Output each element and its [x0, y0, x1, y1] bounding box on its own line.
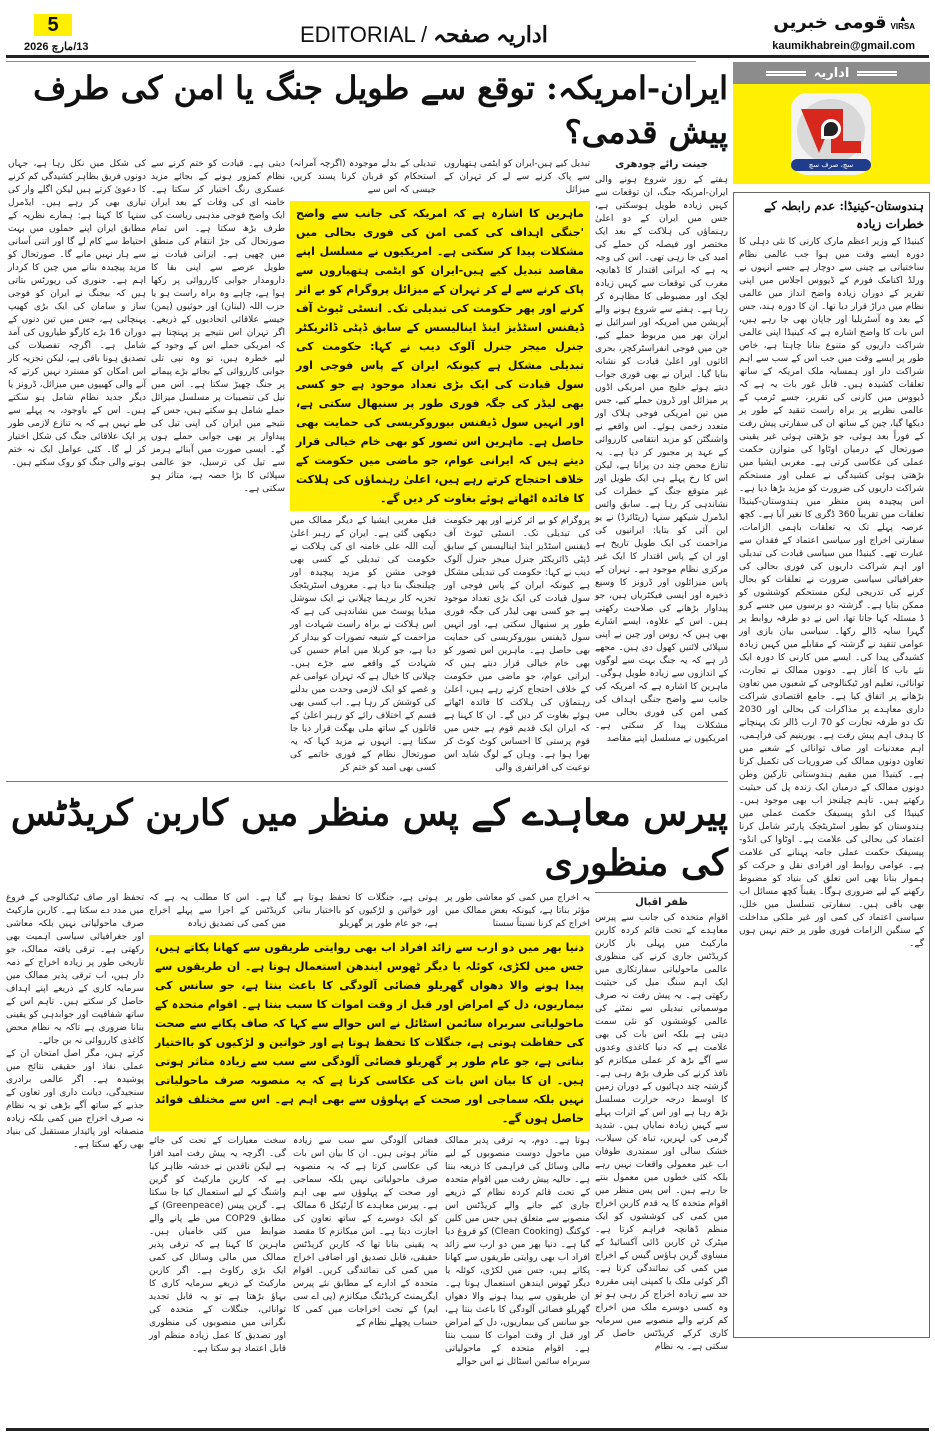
brand-mark-icon: ▲ [898, 13, 907, 23]
page-number: 5 [34, 14, 72, 36]
pen-logo-icon [791, 93, 871, 175]
sidebar-header-label: اداریہ [813, 65, 850, 81]
article2-column-text: اقوام متحدہ کی جانب سے پیرس معاہدے کے تحت قائم کردہ کاربن مارکیٹ میں پہلی بار کاربن کریڈٹس جاری کرنے کی منظوری عالمی ماحولیاتی سفارتکاری میں ایک اہم سنگ میل کی حیثیت رکھتی ہے۔ یہ پیش رفت نہ صرف موسمیاتی تبدیلی سے نمٹنے کی عالمی کوششوں کو نئی سمت دیتی ہے بلکہ اس بات کی بھی علامت ہے کہ دنیا کاغذی وعدوں سے آگے بڑھ کر عملی میکانزم کو نافذ کرنے کی طرف بڑھ رہی ہے۔ گزشتہ چند دہائیوں کے دوران زمین کا اوسط درجہ حرارت مسلسل بڑھ رہا ہے اور اس کے اثرات پہلے سے کہیں زیادہ نمایاں ہیں۔ شدید گرمی کی لہریں، تباہ کن سیلاب، خشک سالی اور سمندری طوفان اب غیر معمولی واقعات نہیں رہے بلکہ کئی خطوں میں معمول بنتے جا رہے ہیں۔ اس پس منظر میں اقوام متحدہ کا یہ قدم کاربن اخراج میں کمی کی کوششوں کو ایک منظم ڈھانچہ فراہم کرتا ہے۔ میٹرک ٹن کاربن ڈائی آکسائیڈ کے مساوی گرین ہاؤس گیس کے اخراج میں کمی کی نمائندگی کرتا ہے۔ اگر کوئی ملک یا کمپنی اپنی مقررہ حد سے زیادہ اخراج کر رہی ہو تو وہ کسی دوسرے ملک میں اخراج کم کرنے والے منصوبے میں سرمایہ کاری کرکے کریڈٹس حاصل کر سکتی ہے۔ یہ نظام [595, 913, 728, 1352]
article2-column-5-text: تحفظ اور صاف ٹیکنالوجی کے فروغ میں مدد دے سکتا ہے۔ کاربن مارکیٹ صرف ماحولیاتی نہیں بلکہ معاشی اور جغرافیائی سیاسی اہمیت بھی رکھتی ہے۔ ترقی یافتہ ممالک، جو تاریخی طور پر زیادہ اخراج کے ذمہ دار ہیں، اب ترقی پذیر ممالک میں سرمایہ کاری کے ذریعے اپنے اہداف حاصل کر سکتے ہیں۔ تاہم اس کے ساتھ شفافیت اور جوابدہی کو یقینی بنانا ضروری ہے تاکہ یہ نظام محض کاغذی کارروائی نہ بن جائے۔ [6, 893, 144, 1046]
brand-mark [891, 15, 915, 31]
editorial-title: ہندوستان-کینیڈا: عدم رابطہ کے خطرات زیادہ [763, 199, 924, 231]
brand-mark-text: VIRSA [890, 21, 915, 31]
article2-column-5 [6, 892, 144, 1152]
article2-column-3: فضائی آلودگی سے سب سے زیادہ متاثر ہوتی ہیں۔ ان کا بیان اس بات کی عکاسی کرتا ہے کہ یہ منصوبہ صرف ماحولیاتی نہیں بلکہ سماجی اور صحت کے پہلوؤں سے بھی اہم ہے۔ پیرس معاہدے کا آرٹیکل 6 ممالک کو ایک دوسرے کے ساتھ تعاون کی اجازت دیتا ہے۔ اس میکانزم کا مقصد یہ یقینی بنانا تھا کہ کاربن کریڈٹس حقیقی، قابل تصدیق اور اضافی اخراج میں کمی کی نمائندگی کریں۔ اقوام متحدہ کے ادارے کے مطابق نئے پیرس ایگریمنٹ کریڈٹنگ میکانزم (پی اے سی ایم) کے تحت اخراجات میں کمی کا حساب پچھلے نظام کے [293, 1136, 438, 1328]
fountain-pen-icon [821, 119, 841, 139]
article2-middle-top [149, 892, 590, 931]
issue-date: 13/مارچ 2026 [24, 41, 89, 53]
article1-column-5: کی شکل میں نکل رہا ہے، جہاں دونوں فریق بظاہر کشیدگی کم کرنے کا دعویٰ کرتے ہیں لیکن اگلے وار کی تیاری بھی کر رہے ہیں۔ ایڈمرل سنہا کا کہنا ہے: ہمارے نظریہ کے مطابق ایران اپنے حملوں میں بہت احتیاط سے کام لے گا اور اتنی آسانی سے ہار نہیں مانے گا۔ صورتحال کو مزید پیچیدہ بنانے میں چین کا کردار اہم ہے۔ جنوری کی رپورٹس بتاتی ہیں کہ بیجنگ نے ایران کو فوجی ساز و سامان کی ایک بڑی کھیپ پہنچائی ہے، جس میں تین دنوں کے دوران 16 بڑے کارگو طیاروں کی آمد شامل ہے۔ اگرچہ تفصیلات کی تصدیق ہونا باقی ہے، لیکن تجزیہ کار اس امکان کو مسترد نہیں کرتے کہ آنے والی کھیپوں میں میزائل، ڈرونز یا دیگر جدید نظام شامل ہو سکتے ہیں۔ اس کے باوجود، یہ پہلے سے طے نہیں ہے کہ یہ تنازع لازمی طور پر ایک علاقائی جنگ کی شکل اختیار کر لے گا۔ کئی عوامل ایک نہ ختم ہونے والی جنگ کو روک سکتے ہیں۔ [8, 159, 146, 468]
editorial-body: کینیڈا کے وزیر اعظم مارک کارنی کا نئی دہلی کا دورہ ایسے وقت میں ہوا جب عالمی نظام ساختیاتی بے چینی سے دوچار ہے جسے انہوں نے ورلڈ اکنامک فورم کے ڈیووس اجلاس میں اپنی تقریر کے دوران زیادہ واضح انداز میں عالمی نظام میں دراڑ قرار دیا تھا۔ ان کا دورہ ہند، جس کے بعد وہ آسٹریلیا اور جاپان بھی جا رہے ہیں، اس بات کا واضح اشارہ ہے کہ کینیڈا اپنی عالمی شراکت داریوں کو متنوع بنانا چاہتا ہے، خاص طور پر ایسے وقت میں جب اس کے سب سے اہم شراکت دار اور ہمسایہ ملک امریکہ کے ساتھ تعلقات کشیدہ ہیں۔ قابل غور بات یہ ہے کہ ڈیووس میں کارنی کی تقریر، جسے ٹرمپ کے عالمی نظریے پر براہ راست تنقید کے طور پر دیکھا گیا، چین کے ساتھ ان کی سفارتی پیش رفت کے فوراً بعد ہوئی، جو بڑھتی ہوئی غیر یقینی صورتحال کے درمیان اوٹاوا کی متوازن حکمت عملی کی عکاسی کرتی ہے۔ مغربی ایشیا میں بڑھتی ہوئی کشیدگی نے عملی اور مستحکم شراکت داریوں کی ضرورت کو مزید بڑھا دیا ہے۔ اس پیچیدہ پس منظر میں ہندوستان-کینیڈا تعلقات میں تقریباً 360 ڈگری کا تغیر آیا ہے۔ کچھ عرصہ پہلے تک یہ تعلقات باہمی الزامات، سفارتی اخراج اور سیاسی اعتماد کے فقدان سے عبارت تھے۔ کینیڈا میں سیاسی قیادت کی تبدیلی اور اہم شراکت داریوں کی فوری بحالی کی جغرافیائی سیاسی ضرورت نے تعلقات کو بحال کرنے کی تدریجی لیکن مستحکم کوششوں کو ممکن بنایا ہے۔ گزشتہ دو برسوں میں جسے کرو ڈ مسئلہ کہا جاتا تھا، اس نے دو طرفہ روابط پر گہرا سایہ ڈالے رکھا۔ سیاسی بیان بازی اور عوامی تنقید نے گزشتہ کے مقابلے میں کہیں زیادہ کشیدگی پیدا کی۔ ایسے میں کارنی کا دورہ ایک نئے باب کا آغاز ہے۔ دونوں ممالک نے تجارت، توانائی، تعلیم اور ٹیکنالوجی کے شعبوں میں تعاون بڑھانے پر اتفاق کیا ہے۔ جامع اقتصادی شراکت داری معاہدے پر مذاکرات کی بحالی اور 2030 تک دو طرفہ تجارت کو 70 ارب ڈالر تک پہنچانے کا ہدف اہم پیش رفت ہے۔ یورینیم کی فراہمی، اہم معدنیات اور صاف توانائی کے شعبے میں تعاون دونوں ممالک کی ضروریات کی تکمیل کرتا ہے۔ کینیڈا میں مقیم ہندوستانی تارکین وطن دونوں ممالک کے درمیان ایک زندہ پل کی حیثیت رکھتے ہیں۔ تاہم چیلنجز اب بھی موجود ہیں۔ کینیڈا کی انڈو پیسیفک حکمت عملی میں ہندوستان کو بطور اسٹریٹجک پارٹنر شامل کرنا اعتماد کی بحالی کی علامت ہے۔ اوٹاوا کی انڈو-پیسیفک حکمت عملی جامہ پہنانے کی علامت ہے۔ عوامی روابط اور افرادی نقل و حرکت کو ہموار بنانا بھی اس تعلق کی بنیاد کو مضبوط رکھنے کے لیے ضروری ہوگا۔ یقیناً کچھ مسائل اب بھی باقی ہیں۔ سفارتی تسلسل میں خلل، سیاسی اعتماد کی کمی اور غیر ملکی مداخلت کے سنگین الزامات فوری طور پر ختم نہیں ہوں گے۔ [739, 237, 924, 949]
footer-rule [6, 1428, 929, 1431]
article1-body [6, 158, 728, 775]
article2-column-4-top: گیا ہے۔ اس کا مطلب یہ ہے کہ کریڈٹس کے اجرا سے پہلے اخراج میں کمی کی تصدیق زیادہ [149, 893, 286, 929]
article1-column-3: قبل مغربی ایشیا کے دیگر ممالک میں دیکھی گئی ہے۔ ایران کے رہبر اعلیٰ آیت اللہ علی خامنہ ای کی ہلاکت نے حکومت کی تبدیلی کے کسی بھی فوجی مشن کو مزید پیچیدہ اور چیلنجنگ بنا دیا ہے۔ معروف اسٹریٹجک تجزیہ کار برہما چیلانی نے ایک سوشل میڈیا پوسٹ میں نشاندہی کی ہے کہ اس ہلاکت نے براہ راست شہادت اور مزاحمت کے شیعہ تصورات کو بیدار کر دیا ہے، جو کربلا میں امام حسین کی شہادت کے واقعے سے جڑے ہیں۔ چیلانی کا خیال ہے کہ تہران عوامی غم و غصے کو ایک لازمی وحدت میں بدلنے کی کوشش کر رہا ہے۔ اب کسی بھی قسم کے اختلاف رائے کو رہبر اعلیٰ کے قاتلوں کے ساتھ ملی بھگت قرار دیا جا سکتا ہے۔ انہوں نے مزید کہا کہ یہ صورتحال نظام کے فوری خاتمے کی کسی بھی امید کو ختم کر [290, 516, 436, 773]
article2-middle [149, 892, 590, 1369]
headline-rule [6, 61, 696, 62]
article1-middle-bottom [290, 515, 590, 775]
decorative-lines [857, 71, 897, 76]
article2-column-2-top: یہ اخراج میں کمی کو معاشی طور پر مؤثر بناتا ہے، کیونکہ بعض ممالک میں اخراج کم کرنا نسبتاً سستا [445, 893, 590, 929]
article-divider [6, 781, 728, 782]
editorial-article [733, 192, 930, 1338]
section-title-ur: اداریہ صفحہ [433, 22, 548, 47]
article1-middle [290, 158, 590, 775]
article1-column-4: دیتی ہے۔ قیادت کو ختم کرنے سے نظام کمزور ہونے کے بجائے مزید عسکری رنگ اختیار کر سکتا ہے۔ خامنہ ای کی وفات کے بعد ایران ایک واضح فوجی مذہبی ریاست کی طرف بڑھ سکتا ہے۔ اس تمام صورتحال کی جڑ انتقام کی منطق میں چھپی ہے۔ ایرانی قیادت نے طویل عرصے سے اپنی بقا کا دارومدار جوابی کارروائی پر رکھا ہوا ہے، چاہے وہ براہ راست ہو یا حزب اللہ (لبنان) اور حوثیوں (یمن) جیسے علاقائی اتحادیوں کے ذریعے۔ اگر تہران اس نتیجے پر پہنچتا ہے کہ امریکی حملے اس کے وجود کے لیے خطرہ ہیں، تو وہ نپی تلی جوابی کارروائی کے بجائے بڑے پیمانے پر جنگ چھیڑ سکتا ہے۔ اس میں تیل کی تنصیبات پر مسلسل میزائل حملے شامل ہو سکتے ہیں، جس کے نتیجے میں ایران کی اپنی تیل کی پیداوار پر بھی جوابی حملے ہوں گے۔ ایسی صورت میں آبنائے ہرمز سے تیل کی ترسیل، جو عالمی سپلائی کا بڑا حصہ ہے، متاثر ہو سکتی ہے۔ [151, 159, 285, 494]
logo-tagline: سچ، صرف سچ [791, 159, 871, 171]
section-title [300, 22, 548, 48]
article1-column-1 [595, 158, 728, 746]
article2-author: ظفر اقبال [635, 897, 688, 908]
article2-headline: پیرس معاہدے کے پس منظر میں کاربن کریڈٹس کی منظوری [10, 792, 728, 884]
article2-body [6, 892, 728, 1369]
article2-column-3-top: ہوتی ہے، جنگلات کا تحفظ ہوتا ہے اور خواتین و لڑکیوں کو بااختیار بناتی ہے، جو عام طور پر گھریلو [293, 893, 438, 929]
newspaper-logo [773, 12, 915, 33]
article2-column-1 [595, 892, 728, 1354]
contact-email[interactable]: kaumikhabrein@gmail.com [772, 40, 915, 52]
main-content [6, 66, 728, 1369]
article2-column-5-end: کرتے ہیں، مگر اصل امتحان ان کے عملی نفاذ اور حقیقی نتائج میں پوشیدہ ہے۔ اگر عالمی برادری سنجیدگی، دیانت داری اور تعاون کے جذبے کے ساتھ آگے بڑھی تو یہ نظام نہ صرف اخراج میں کمی بلکہ زیادہ منصفانہ اور پائیدار مستقبل کی بنیاد بھی رکھ سکتا ہے۔ [6, 1049, 144, 1150]
article2-column-4: سخت معیارات کے تحت کی جائے گی۔ اگرچہ یہ پیش رفت امید افزا ہے لیکن ناقدین نے خدشہ ظاہر کیا ہے کہ کاربن مارکیٹ کو گرین واشنگ کے لیے استعمال کیا جا سکتا ہے۔ گرین پیس (Greenpeace) کے مطابق COP29 میں طے پانے والے ضوابط میں کئی خامیاں ہیں۔ ماہرین کا کہنا ہے کہ ترقی پذیر ممالک میں مالی وسائل کی کمی ایک بڑی رکاوٹ ہے۔ اگر کاربن مارکیٹ کے ذریعے سرمایہ کاری کا بہاؤ بڑھتا ہے تو یہ قابل تجدید توانائی، جنگلات کے متحدہ کی نگرانی میں منصوبوں کی منظوری اور تصدیق کا عمل زیادہ منظم اور قابل اعتماد ہو سکتا ہے۔ [149, 1136, 286, 1354]
article1-author: جینت رائے چودھری [615, 159, 708, 170]
article1-middle-top [290, 158, 590, 197]
article1-column-3-top: تبدیلی کے بدلے موجودہ (اگرچہ آمرانہ) استحکام کو قربان کرنا پسند کریں، جیسی کہ اس سے [290, 159, 436, 195]
article2-column-2: ہوتا ہے۔ دوم، یہ ترقی پذیر ممالک میں ماحول دوست منصوبوں کے لیے مالی وسائل کی فراہمی کا ذریعہ بنتا ہے۔ حالیہ پیش رفت میں اقوام متحدہ کے تحت قائم کردہ نظام کے ذریعے جاری کیے جانے والے کریڈٹس اس منصوبے سے متعلق ہیں جس میں کلین کوکنگ (Clean Cooking) کو فروغ دیا گیا ہے۔ دنیا بھر میں دو ارب سے زائد افراد اب بھی روایتی طریقوں سے کھانا پکاتے ہیں، جس میں لکڑی، کوئلہ یا دیگر ٹھوس ایندھن استعمال ہوتا ہے۔ ان طریقوں سے پیدا ہونے والا دھواں گھریلو فضائی آلودگی کا باعث بنتا ہے، جو سانس کی بیماریوں، دل کے امراض اور قبل از وقت اموات کا سبب بنتا ہے۔ اقوام متحدہ کے ماحولیاتی سربراہ سائمن اسٹائل نے اس حوالے [445, 1136, 590, 1367]
editorial-sidebar-header [733, 62, 930, 84]
newspaper-name: قومی خبریں [773, 12, 887, 33]
article1-highlight-box: ماہرین کا اشارہ ہے کہ امریکہ کی جانب سے واضح 'جنگی اہداف کی کمی امن کی فوری بحالی میں مشکلات پیدا کر سکتی ہے۔ امریکیوں نے مسلسل اپنے مقاصد تبدیل کیے ہیں-ایران کو ایٹمی ہتھیاروں سے پاک کرنے سے لے کر تہران کے میزائل پروگرام کو بے اثر کرنے اور پھر حکومت کی تبدیلی تک۔ انسٹی ٹیوٹ آف ڈیفنس اسٹڈیز اینڈ اینالیسس کے سابق ڈپٹی ڈائریکٹر جنرل میجر جنرل آلوک دیب نے کہا: حکومت کی تبدیلی مشکل ہے کیونکہ ایران کے پاس فوجی اور سول قیادت کی ایک بڑی تعداد موجود ہے جو کسی بھی لیڈر کی جگہ فوری طور پر سنبھال سکتی ہے، اور انہیں سول ڈیفنس بیوروکریسی کی حمایت بھی حاصل ہے۔ ماہرین اس تصور کو بھی خام خیالی قرار دیتے ہیں کہ ایرانی عوام، جو ماضی میں حکومت کے خلاف احتجاج کرتے رہے ہیں، اعلیٰ رہنماؤں کی ہلاکت کا فائدہ اٹھاتے ہوئے بغاوت کر دیں گے۔ [290, 201, 590, 511]
header-rule [6, 55, 929, 58]
editorial-logo-panel [733, 84, 930, 184]
article2-middle-bottom [149, 1135, 590, 1369]
article1-column-2: پروگرام کو بے اثر کرنے اور پھر حکومت کی تبدیلی تک۔ انسٹی ٹیوٹ آف ڈیفنس اسٹڈیز اینڈ اینالیسس کے سابق ڈپٹی ڈائریکٹر جنرل میجر جنرل آلوک دیب نے کہا: حکومت کی تبدیلی مشکل ہے کیونکہ ایران کے پاس فوجی اور سول قیادت کی ایک بڑی تعداد موجود ہے جو کسی بھی لیڈر کی جگہ فوری طور پر سنبھال سکتی ہے، اور انہیں سول ڈیفنس بیوروکریسی کی حمایت بھی حاصل ہے۔ ماہرین اس تصور کو بھی خام خیالی قرار دیتے ہیں کہ ایرانی عوام، جو ماضی میں حکومت کے خلاف احتجاج کرتے رہے ہیں، اعلیٰ رہنماؤں کی ہلاکت کا فائدہ اٹھاتے ہوئے بغاوت کر دیں گے۔ ان کا کہنا ہے کہ ایران ایک قدیم قوم ہے جس میں قوم پرستی کا احساس کوٹ کوٹ کر بھرا ہوا ہے۔ وہاں کے لوگ شاید اس نوعیت کی افراتفری والی [444, 516, 590, 773]
section-title-en: EDITORIAL / [300, 22, 428, 47]
article1-headline: ایران-امریکہ: توقع سے طویل جنگ یا امن کی طرف پیش قدمی؟ [33, 69, 728, 151]
article2-highlight-box: دنیا بھر میں دو ارب سے زائد افراد اب بھی روایتی طریقوں سے کھانا پکاتے ہیں، جس میں لکڑی، کوئلہ یا دیگر ٹھوس ایندھن استعمال ہوتا ہے۔ ان طریقوں سے پیدا ہونے والا دھواں گھریلو فضائی آلودگی کا باعث بنتا ہے، جو سانس کی بیماریوں، دل کے امراض اور قبل از وقت اموات کا سبب بنتا ہے۔ اقوام متحدہ کے ماحولیاتی سربراہ سائمن اسٹائل نے اس حوالے سے کہا کہ صاف پکانے سے صحت کی حفاظت ہوتی ہے، جنگلات کا تحفظ ہوتا ہے اور خواتین و لڑکیوں کو بااختیار بناتی ہے، جو عام طور پر گھریلو فضائی آلودگی سے سب سے زیادہ متاثر ہوتی ہیں۔ ان کا بیان اس بات کی عکاسی کرتا ہے کہ یہ منصوبہ صرف ماحولیاتی نہیں بلکہ سماجی اور صحت کے پہلوؤں سے بھی اہم ہے۔ اس سے مختلف فوائد حاصل ہوں گے۔ [149, 935, 590, 1131]
decorative-lines [766, 71, 806, 76]
article1-column-2-top: تبدیل کیے ہیں-ایران کو ایٹمی ہتھیاروں سے پاک کرنے سے لے کر تہران کے میزائل [444, 159, 590, 195]
article1-column-text: ہفتے کے روز شروع ہونے والی ایران-امریکہ جنگ، ان توقعات سے کہیں زیادہ طویل ہوسکتی ہے، جس میں ایران کے دو اعلیٰ رہنماؤں کی ہلاکت کے بعد ایک مختصر اور فیصلہ کن حملے کی امید کی جا رہی تھی۔ اس کی وجہ یہ ہے کہ ایرانی اقتدار کا ڈھانچہ مغرب کی توقعات سے کہیں زیادہ لچک اور مضبوطی کا مظاہرہ کر رہا ہے۔ ہفتے سے شروع ہونے والے آپریشن میں امریکہ اور اسرائیل نے ایران بھر میں مربوط حملے کیے، جن میں فوجی انفراسٹرکچر، بحری اثاثوں اور اعلیٰ قیادت کو نشانہ بنایا گیا۔ ایران نے بھی فوری جواب دیتے ہوئے خلیج میں امریکی اڈوں پر میزائل اور ڈرون حملے کیے، جس میں تین امریکی فوجی ہلاک اور متعدد زخمی ہوئے۔ اس واقعے نے واشنگٹن کو مزید انتقامی کارروائی کے عہد پر مجبور کر دیا ہے۔ یہ تنازع محض چند دن پرانا ہے، لیکن اس کا رخ پہلے ہی ایک طویل اور غیر متوقع جنگ کے خطرات کی نشاندہی کر رہا ہے۔ سابق وائس ایڈمرل شیکھر سنہا (ریٹائرڈ) نے یو این آئی کو بتایا: ایرانیوں کی مزاحمت کی ایک طویل تاریخ ہے اور ان کے پاس اقتدار کا ایک غیر مرکزی نظام موجود ہے۔ تہران کے پاس میزائلوں اور ڈرونز کا وسیع ذخیرہ اور ایسی فیکٹریاں ہیں، جو پیداوار بڑھانے کی صلاحیت رکھتی ہیں۔ اس کے علاوہ، ایسے اشارے بھی ہیں کہ روس اور چین نے اپنی سپلائی لائنیں کھول دی ہیں۔ مجھے ڈر ہے کہ یہ جنگ بہت سے لوگوں کے اندازوں سے زیادہ طویل ہوگی۔ ماہرین کا اشارہ ہے کہ امریکہ کی جانب سے واضح جنگی اہداف کی کمی امن کی فوری بحالی میں مشکلات پیدا کر سکتی ہے۔ امریکیوں نے مسلسل اپنے مقاصد [595, 175, 728, 744]
